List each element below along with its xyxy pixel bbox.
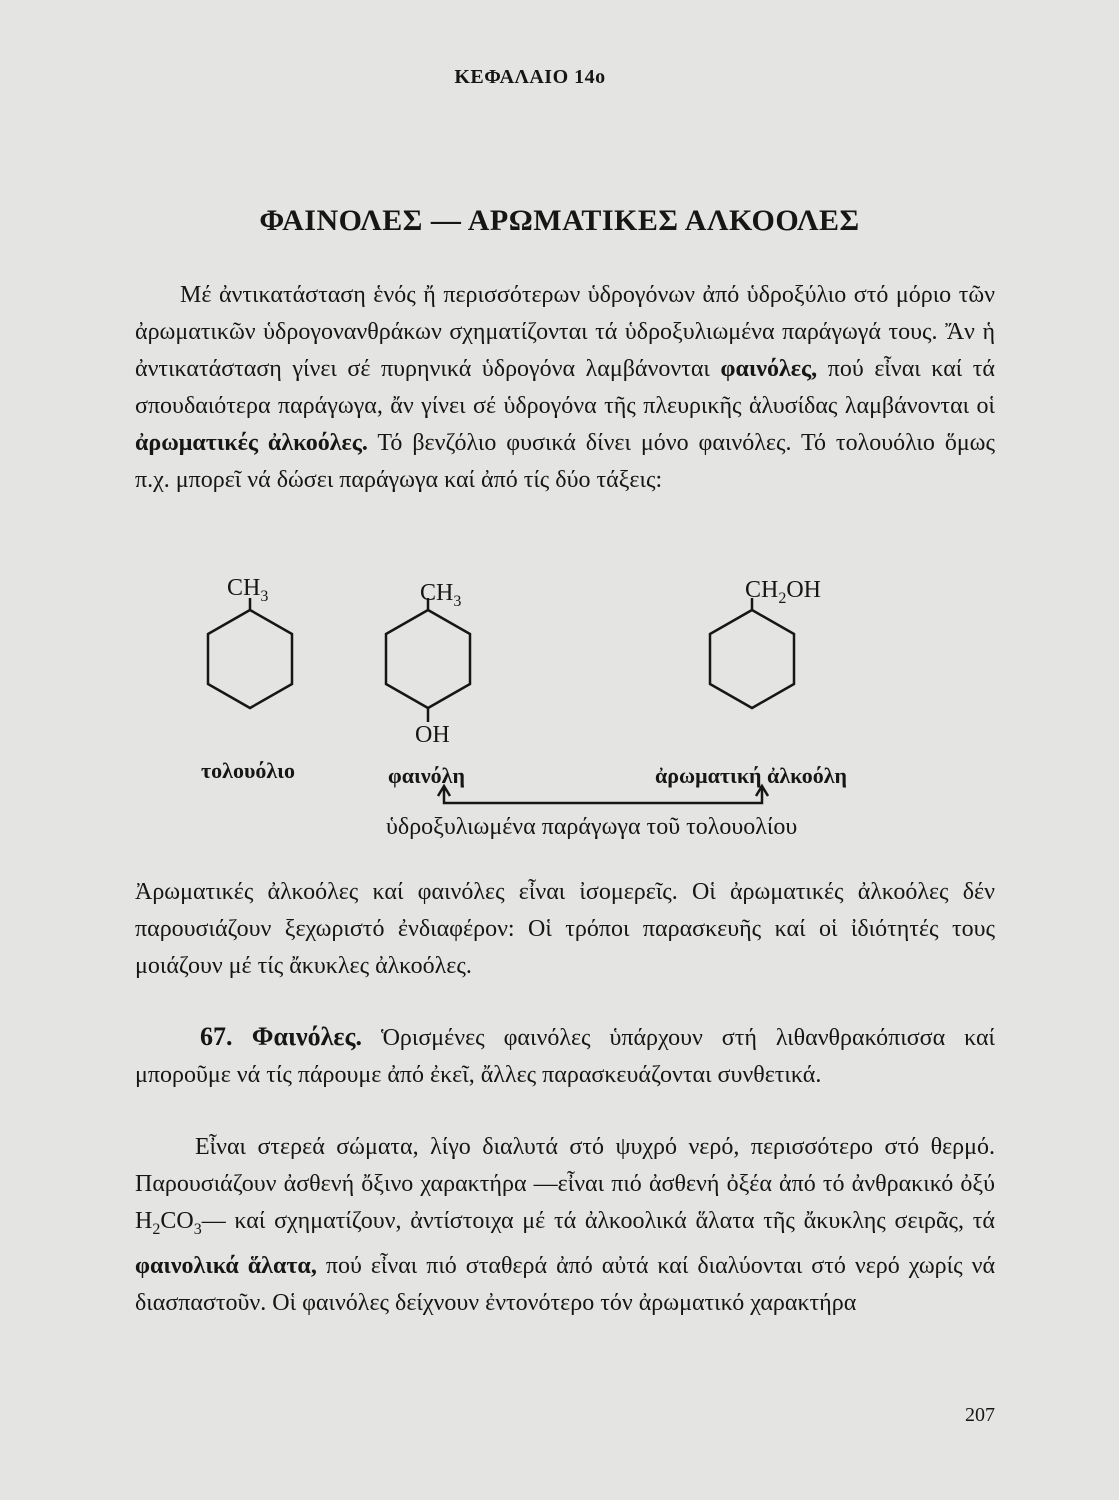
section-text: Ὁρισμένες φαινόλες ὑπάρχουν στή λιθανθρακόπισσα καί μποροῦμε νά τίς πάρουμε ἀπό ἐκεῖ, ἄλλες παρασκευάζονται συνθετικά. [135, 1025, 996, 1088]
page-title: ΦΑΙΝΟΛΕΣ — ΑΡΩΜΑΤΙΚΕΣ ΑΛΚΟΟΛΕΣ [259, 204, 860, 237]
intro-text-2: πού εἶναι καί τά σπουδαιότερα παράγωγα, ἄν γίνει σέ ὑδρογόνα τῆς πλευρικῆς ἁλυσίδας λαμβάνονται οἱ [135, 356, 996, 419]
intro-text-1: Μέ ἀντικατάσταση ἑνός ἤ περισσότερων ὑδρογόνων ἀπό ὑδροξύλιο στό μόριο τῶν ἀρωματικῶν ὑδρογονανθράκων σχηματίζονται τά ὑδροξυλιωμένα παράγωγά τους. Ἄν ἡ ἀντικατάσταση γίνει σέ πυρηνικά ὑδρογόνα λαμβάνονται [135, 282, 995, 382]
properties-text-1: Εἶναι στερεά σώματα, λίγο διαλυτά στό ψυχρό νερό, περισσότερο στό θερμό. Παρουσιάζουν ἀσθενή ὄξινο χαρακτήρα —εἶναι πιό ἀσθενή ὀξέα ἀπό τό ἀνθρακικό ὀξύ H [135, 1134, 995, 1234]
alcohol-ch2oh: $CH_2OH$ [745, 577, 822, 607]
phenol-ring [386, 610, 470, 708]
intro-text-3: Τό βενζόλιο φυσικά δίνει μόνο φαινόλες. Τό τολουόλιο ὅμως π.χ. μπορεῖ νά δώσει παράγωγα καί ἀπό τίς δύο τάξεις: [135, 430, 995, 493]
phenol-oh: OH [415, 722, 450, 748]
diagram-caption: ὑδροξυλιωμένα παράγωγα τοῦ τολουολίου [386, 814, 798, 840]
chapter-header: ΚΕΦΑΛΑΙΟ 14ο [454, 66, 606, 88]
structure-diagram [0, 570, 1119, 850]
label-phenol: φαινόλη [388, 763, 465, 788]
bracket-line [444, 788, 762, 803]
page-number: 207 [965, 1404, 995, 1426]
alcohol-ring [710, 610, 794, 708]
term-phenols: φαινόλες, [720, 356, 818, 382]
label-toluene: τολουόλιο [201, 758, 295, 783]
intro-paragraph [135, 277, 995, 499]
phenol-ch3: $CH_3$ [420, 580, 462, 610]
hexagon-rings [0, 570, 1119, 850]
isomers-paragraph: Ἀρωματικές ἀλκοόλες καί φαινόλες εἶναι ἰσομερεῖς. Οἱ ἀρωματικές ἀλκοόλες δέν παρουσιάζουν ξεχωριστό ἐνδιαφέρον: Οἱ τρόποι παρασκευῆς καί οἱ ἰδιότητές τους μοιάζουν μέ τίς ἄκυκλες ἀλκοόλες. [135, 879, 995, 979]
term-phenolic-salts: φαινολικά ἅλατα, [135, 1252, 317, 1279]
label-aromatic-alcohol: ἀρωματική ἀλκοόλη [655, 763, 848, 788]
section-67-paragraph [135, 1018, 995, 1094]
properties-text-3: πού εἶναι πιό σταθερά ἀπό αὐτά καί διαλύονται στό νερό χωρίς νά διασπαστοῦν. Οἱ φαινόλες δείχνουν ἐντονότερο τόν ἀρωματικό χαρακτήρα [135, 1252, 996, 1316]
properties-paragraph: Εἶναι στερεά σώματα, λίγο διαλυτά στό ψυχρό νερό, περισσότερο στό θερμό. Παρουσιάζουν ἀσθενή ὄξινο χαρακτήρα —εἶναι πιό ἀσθενή ὀξέα ἀπό τό ἀνθρακικό ὀξύ $H_2CO_3—$ καί σχηματίζουν, ἀντίστοιχα μέ τά ἀλκοολικά ἅλατα τῆς ἄκυκλης σειρᾶς, τά φαινολικά ἅλατα, πού εἶναι πιό σταθερά ἀπό αὐτά καί διαλύονται στό νερό χωρίς νά διασπαστοῦν. Οἱ φαινόλες δείχνουν ἐντονότερο τόν ἀρωματικό χαρακτήρα [135, 1134, 996, 1316]
term-aromatic-alcohols: ἀρωματικές ἀλκοόλες. [135, 430, 368, 456]
toluene-ring [208, 610, 292, 708]
properties-text-2: — καί σχηματίζουν, ἀντίστοιχα μέ τά ἀλκοολικά ἅλατα τῆς ἄκυκλης σειρᾶς, τά [201, 1208, 995, 1234]
toluene-ch3: $CH_3$ [227, 575, 269, 605]
section-heading: 67. Φαινόλες. [200, 1022, 363, 1051]
